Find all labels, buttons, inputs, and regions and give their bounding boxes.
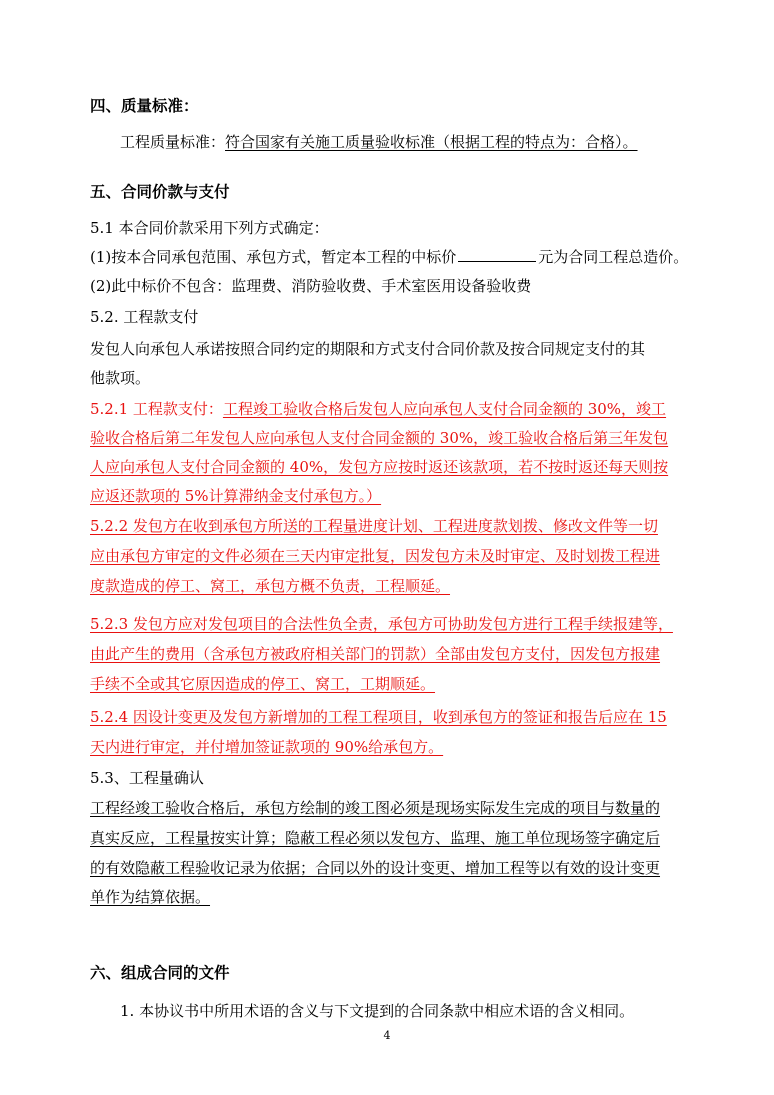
clause-5-2-3-line-2: 由此产生的费用（含承包方被政府相关部门的罚款）全部由发包方支付，因发包方报建: [90, 645, 661, 663]
clause-5-2-3-line-1: 5.2.3 发包方应对发包项目的合法性负全责，承包方可协助发包方进行工程手续报建等，: [90, 615, 673, 633]
clause-5-2-1-text-1: 工程竣工验收合格后发包人应向承包人支付合同金额的 30%，竣工: [222, 400, 667, 418]
clause-5-3-line-3: 的有效隐蔽工程验收记录为依据；合同以外的设计变更、增加工程等以有效的设计变更: [90, 859, 661, 877]
section-heading-documents: 六、组成合同的文件: [90, 963, 230, 982]
clause-5-2-2-line-3: 度款造成的停工、窝工，承包方概不负责，工程顺延。: [90, 577, 451, 595]
clause-5-2-1-label: 5.2.1 工程款支付：: [90, 400, 223, 418]
page-number: 4: [383, 1029, 391, 1042]
clause-5-2: 5.2. 工程款支付: [90, 308, 199, 326]
clause-5-3: 5.3、工程量确认: [90, 769, 204, 787]
clause-5-2-1-line-2: 验收合格后第二年发包人应向承包人支付合同金额的 30%，竣工验收合格后第三年发包: [90, 429, 669, 447]
quality-standard-line: [120, 131, 638, 153]
clause-5-1-item-2: (2)此中标价不包含：监理费、消防验收费、手术室医用设备验收费: [90, 277, 532, 295]
clause-5-2-1-line-1: [90, 398, 666, 420]
clause-5-2-4-line-1: 5.2.4 因设计变更及发包方新增加的工程工程项目，收到承包方的签证和报告后应在 15: [90, 708, 667, 726]
clause-5-2-4-line-2: 天内进行审定，并付增加签证款项的 90%给承包方。: [90, 738, 444, 756]
clause-5-3-line-2: 真实反应，工程量按实计算；隐蔽工程必须以发包方、监理、施工单位现场签字确定后: [90, 829, 661, 847]
quality-standard-value: 符合国家有关施工质量验收标准（根据工程的特点为：合格）。: [225, 133, 638, 151]
clause-5-2-3-line-3: 手续不全或其它原因造成的停工、窝工，工期顺延。: [90, 675, 436, 693]
clause-5-2-2-line-1: 5.2.2 发包方在收到承包方所送的工程量进度计划、工程进度款划拨、修改文件等一切: [90, 517, 658, 535]
clause-5-2-1-line-4: 应返还款项的 5%计算滞纳金支付承包方。）: [90, 487, 382, 505]
quality-standard-label: 工程质量标准：: [120, 133, 226, 151]
clause-5-2-2-line-2: 应由承包方审定的文件必须在三天内审定批复，因发包方未及时审定、及时划拨工程进: [90, 547, 661, 565]
clause-5-2-para-line-2: 他款项。: [90, 369, 151, 387]
clause-5-1-item-1-text-b: 元为合同工程总造价。: [538, 248, 689, 266]
clause-5-3-line-1: 工程经竣工验收合格后，承包方绘制的竣工图必须是现场实际发生完成的项目与数量的: [90, 799, 661, 817]
section-heading-price: 五、合同价款与支付: [90, 182, 230, 201]
documents-item-1: 1. 本协议书中所用术语的含义与下文提到的合同条款中相应术语的含义相同。: [120, 1002, 635, 1020]
section-heading-quality: 四、质量标准：: [90, 96, 199, 115]
clause-5-1: 5.1 本合同价款采用下列方式确定：: [90, 219, 329, 237]
clause-5-1-item-1-text-a: (1)按本合同承包范围、承包方式，暂定本工程的中标价: [90, 248, 457, 266]
clause-5-2-1-line-3: 人应向承包人支付合同金额的 40%，发包方应按时返还该款项，若不按时返还每天则按: [90, 458, 669, 476]
price-blank-field: [458, 247, 536, 262]
clause-5-1-item-1: [90, 246, 688, 268]
clause-5-3-line-4: 单作为结算依据。: [90, 888, 211, 906]
clause-5-2-para-line-1: 发包人向承包人承诺按照合同约定的期限和方式支付合同价款及按合同规定支付的其: [90, 340, 646, 358]
